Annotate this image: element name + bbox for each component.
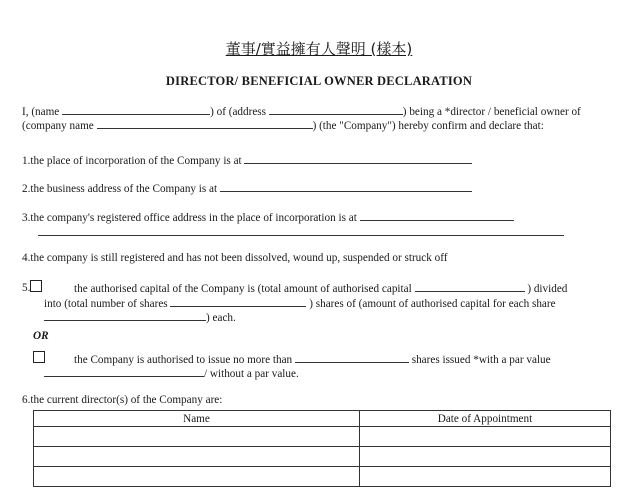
intro-address-label: ) of (address	[210, 106, 266, 118]
item-5-line-1-text	[74, 280, 567, 295]
item-4-label: 4.the company is still registered and has not been dissolved, wound up, suspended or struck off	[22, 252, 448, 264]
intro-line-1	[22, 103, 581, 118]
authorised-capital-field[interactable]	[415, 280, 525, 292]
item-5-amount-label: ) shares of (amount of authorised capital for each share	[309, 298, 556, 310]
table-row	[34, 467, 611, 487]
item-4	[22, 252, 447, 264]
name-field[interactable]	[62, 103, 210, 115]
item-6-label: 6.the current director(s) of the Company are:	[22, 394, 223, 406]
alt-text-a: the Company is authorised to issue no more than	[74, 354, 293, 366]
or-label: OR	[33, 330, 49, 342]
item-5-line-2	[44, 295, 556, 310]
item-5-line-3	[44, 309, 236, 324]
authorised-capital-checkbox[interactable]	[30, 280, 42, 292]
table-header-row	[34, 411, 611, 427]
item-3-continuation	[38, 224, 564, 239]
intro-company-label: (company name	[22, 120, 94, 132]
item-2	[22, 180, 472, 195]
intro-line-2	[22, 117, 544, 132]
registered-office-field-line-2[interactable]	[38, 224, 564, 236]
alt-line-1	[74, 351, 551, 366]
title-chinese: 董事/實益擁有人聲明 (樣本)	[225, 40, 413, 58]
incorporation-place-field[interactable]	[244, 152, 472, 164]
intro-name-label: I, (name	[22, 106, 60, 118]
director-name-cell[interactable]	[34, 447, 360, 467]
item-5-text-b: ) divided	[527, 283, 568, 295]
intro-role-label: ) being a *director / beneficial owner of	[402, 106, 581, 118]
table-row	[34, 427, 611, 447]
item-2-label: 2.the business address of the Company is at	[22, 183, 218, 195]
date-of-appointment-column-header: Date of Appointment	[360, 411, 611, 427]
par-value-field[interactable]	[44, 365, 204, 377]
item-1-label: 1.the place of incorporation of the Company is at	[22, 155, 242, 167]
appointment-date-cell[interactable]	[360, 467, 611, 487]
item-5-line-1	[22, 280, 42, 294]
alt-line-2	[44, 365, 299, 380]
director-name-cell[interactable]	[34, 467, 360, 487]
appointment-date-cell[interactable]	[360, 447, 611, 467]
alt-text-c: / without a par value.	[204, 368, 299, 380]
item-6	[22, 394, 222, 406]
address-field[interactable]	[269, 103, 403, 115]
alt-text-b: shares issued *with a par value	[411, 354, 551, 366]
item-5-shares-label: into (total number of shares	[44, 298, 168, 310]
alt-checkbox-wrap	[33, 351, 45, 365]
amount-per-share-field[interactable]	[44, 309, 206, 321]
intro-declare-label: ) (the "Company") hereby confirm and declare that:	[312, 120, 544, 132]
item-5-number: 5.	[22, 282, 31, 294]
item-3-label: 3.the company's registered office address in the place of incorporation is at	[22, 212, 357, 224]
item-3	[22, 209, 514, 224]
table-row	[34, 447, 611, 467]
total-shares-field[interactable]	[170, 295, 306, 307]
item-1	[22, 152, 472, 167]
item-5-each-label: ) each.	[206, 312, 236, 324]
registered-office-field[interactable]	[360, 209, 514, 221]
directors-table	[33, 410, 611, 487]
item-5-text-a: the authorised capital of the Company is (total amount of authorised capital	[74, 283, 412, 295]
max-shares-field[interactable]	[295, 351, 409, 363]
title-english: DIRECTOR/ BENEFICIAL OWNER DECLARATION	[165, 74, 473, 88]
director-name-cell[interactable]	[34, 427, 360, 447]
authorised-issue-checkbox[interactable]	[33, 351, 45, 363]
name-column-header: Name	[34, 411, 360, 427]
company-name-field[interactable]	[97, 117, 313, 129]
appointment-date-cell[interactable]	[360, 427, 611, 447]
business-address-field[interactable]	[220, 180, 472, 192]
